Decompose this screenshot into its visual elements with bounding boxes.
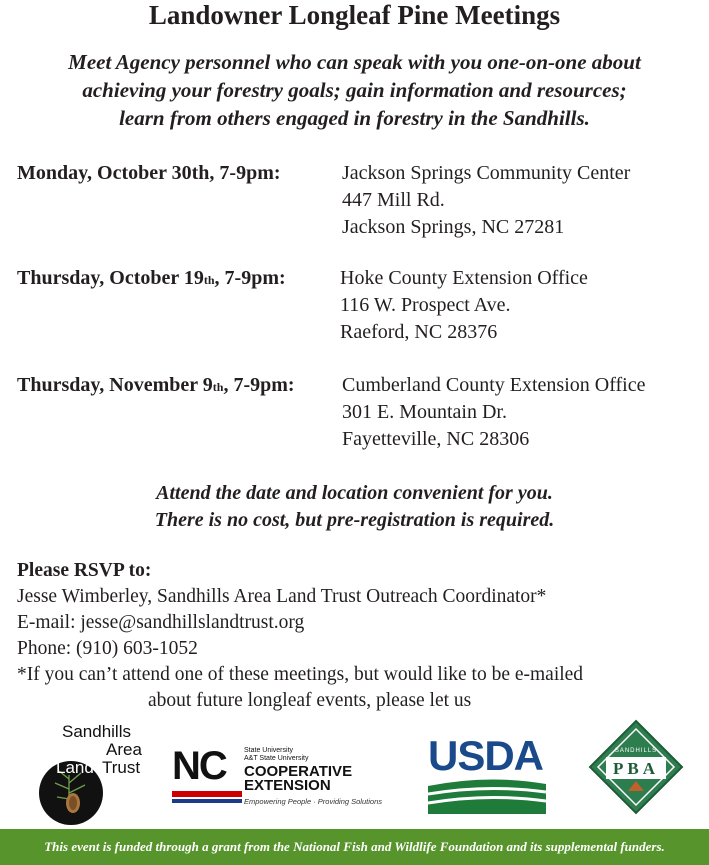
rsvp-footnote: *If you can’t attend one of these meetings, but would like to be e-mailed <box>17 664 584 685</box>
venue-name: Jackson Springs Community Center <box>342 162 631 184</box>
intro-line: achieving your forestry goals; gain information and resources; <box>82 78 627 102</box>
page-title: Landowner Longleaf Pine Meetings <box>148 0 561 30</box>
land-trust-logo <box>36 723 154 815</box>
nc-tagline: Empowering People · Providing Solutions <box>244 797 382 806</box>
venue-street: 447 Mill Rd. <box>342 189 445 211</box>
nc-university-1: State University <box>244 747 294 754</box>
nc-red-stripe <box>172 791 242 797</box>
usda-logo <box>428 734 548 814</box>
meeting-location <box>342 160 630 241</box>
nc-letters: NC <box>172 744 226 788</box>
usda-letters: USDA <box>428 732 544 779</box>
funding-banner: This event is funded through a grant from the National Fish and Wildlife Foundation and its supplemental funders. <box>0 829 709 865</box>
land-trust-word-land: Land <box>56 758 94 777</box>
attendance-note <box>0 480 709 534</box>
venue-city: Raeford, NC 28376 <box>340 321 498 343</box>
pba-top-text: SANDHILLS <box>614 748 658 754</box>
rsvp-phone: Phone: (910) 603-1052 <box>17 638 198 659</box>
land-trust-line2: Area <box>106 740 142 759</box>
venue-street: 116 W. Prospect Ave. <box>340 294 511 316</box>
nc-university-2: A&T State University <box>244 755 309 762</box>
meeting-date: Monday, October 30th, 7-9pm: <box>17 162 281 184</box>
rsvp-section <box>17 558 583 714</box>
venue-city: Jackson Springs, NC 27281 <box>342 216 565 238</box>
venue-name: Hoke County Extension Office <box>340 267 588 289</box>
rsvp-footnote-cont: about future longleaf events, please let us <box>148 690 472 711</box>
intro-text <box>0 48 709 132</box>
venue-name: Cumberland County Extension Office <box>342 374 646 396</box>
nc-extension: EXTENSION <box>244 777 331 794</box>
land-trust-line1: Sandhills <box>62 722 131 741</box>
nc-cooperative: COOPERATIVE <box>244 763 353 780</box>
rsvp-email[interactable]: E-mail: jesse@sandhillslandtrust.org <box>17 612 305 633</box>
intro-line: learn from others engaged in forestry in the Sandhills. <box>119 106 590 130</box>
meeting-location <box>340 265 588 346</box>
venue-city: Fayetteville, NC 28306 <box>342 428 530 450</box>
venue-street: 301 E. Mountain Dr. <box>342 401 507 423</box>
rsvp-contact: Jesse Wimberley, Sandhills Area Land Trust Outreach Coordinator* <box>17 586 547 607</box>
nc-extension-logo <box>172 743 384 817</box>
nc-blue-stripe <box>172 799 242 803</box>
intro-line: Meet Agency personnel who can speak with you one-on-one about <box>68 50 641 74</box>
sponsor-logos <box>0 715 709 815</box>
meeting-date: Thursday, November 9th, 7-9pm: <box>17 374 295 396</box>
rsvp-heading: Please RSVP to: <box>17 560 152 581</box>
usda-field-icon <box>428 778 546 814</box>
pba-letters: PBA <box>613 759 659 778</box>
pba-logo <box>588 719 684 815</box>
note-line: Attend the date and location convenient for you. <box>156 482 553 504</box>
meeting-date: Thursday, October 19th, 7-9pm: <box>17 267 286 289</box>
note-line: There is no cost, but pre-registration is required. <box>154 509 555 531</box>
land-trust-word-trust: Trust <box>102 758 141 777</box>
meeting-location <box>342 372 645 453</box>
